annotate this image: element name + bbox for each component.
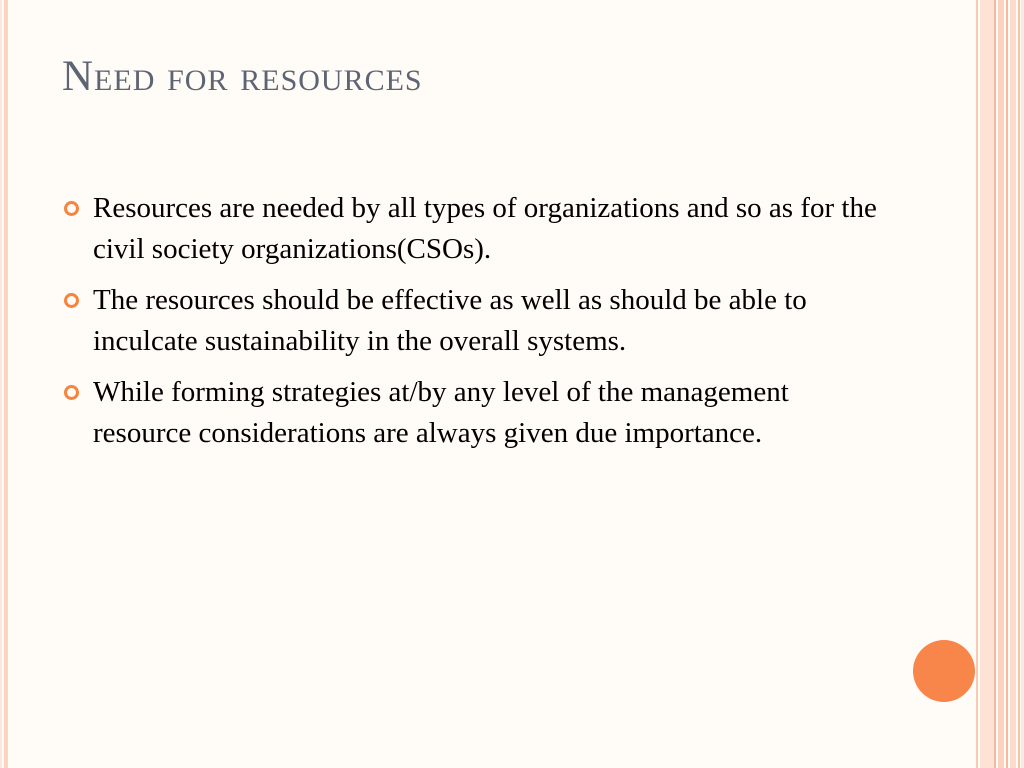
bullet-text: The resources should be effective as well as should be able to inculcate sustainability in the overall systems. xyxy=(93,284,807,357)
left-border-line xyxy=(4,0,8,768)
decorative-orange-circle xyxy=(913,640,975,702)
stripe xyxy=(976,0,978,768)
bullet-text: Resources are needed by all types of organizations and so as for the civil society organizations(CSOs). xyxy=(93,192,877,265)
right-decorative-stripes xyxy=(976,0,1024,768)
bullet-circle-icon xyxy=(64,385,79,400)
bullet-item xyxy=(62,280,882,362)
bullet-item xyxy=(62,188,882,270)
stripe xyxy=(980,0,994,768)
left-border-line xyxy=(0,0,2,768)
stripe xyxy=(998,0,1004,768)
bullet-circle-icon xyxy=(64,201,79,216)
bullet-list xyxy=(62,188,882,464)
stripe xyxy=(1018,0,1020,768)
stripe xyxy=(1006,0,1008,768)
stripe xyxy=(1010,0,1016,768)
bullet-text: While forming strategies at/by any level of the management resource considerations are always given due importance. xyxy=(93,376,789,449)
bullet-circle-icon xyxy=(64,293,79,308)
bullet-item xyxy=(62,372,882,454)
stripe xyxy=(994,0,996,768)
slide-title: Need for resources xyxy=(62,53,423,100)
